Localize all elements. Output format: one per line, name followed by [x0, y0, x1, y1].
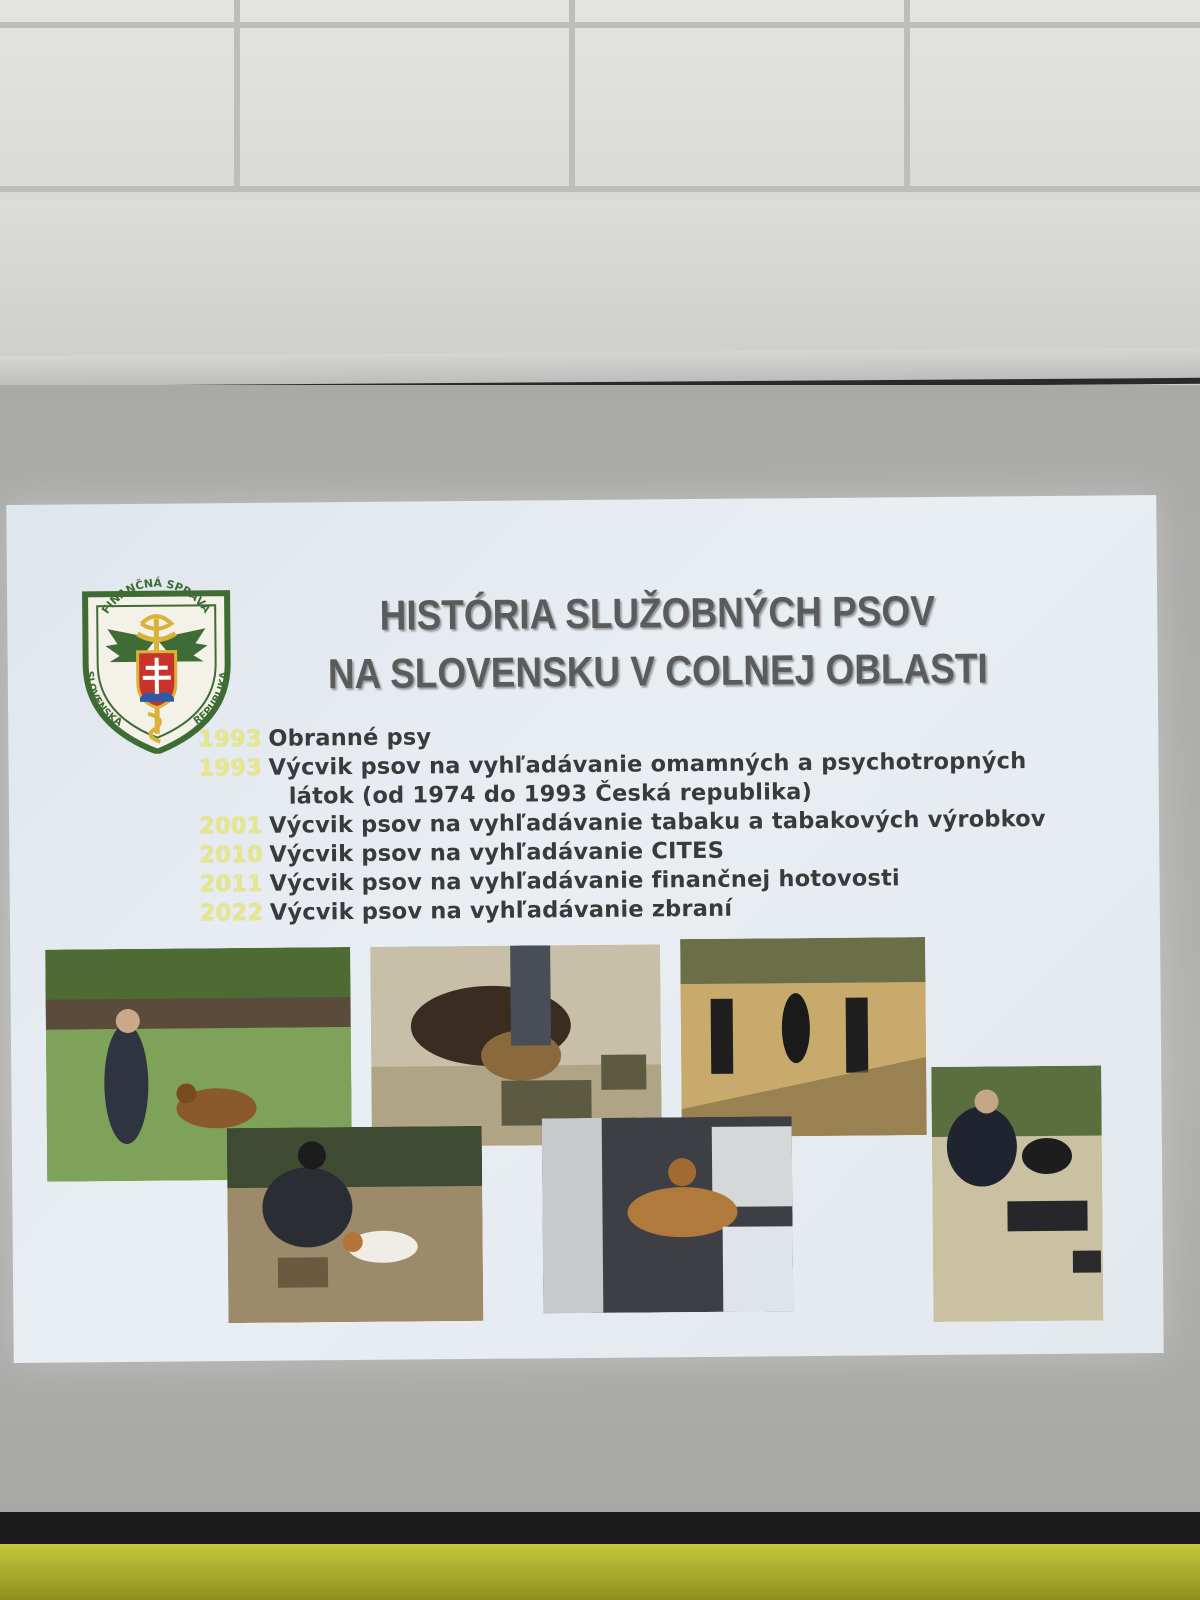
title-line-1: HISTÓRIA SLUŽOBNÝCH PSOV: [379, 586, 935, 639]
ceiling-rail: [0, 22, 1200, 28]
slide-title: [305, 581, 1010, 703]
emblem-top-text: FINANČNÁ SPRÁVA: [99, 576, 214, 617]
timeline-text: Obranné psy: [268, 724, 432, 752]
photo-handler-with-beagle: [227, 1126, 484, 1323]
timeline-text: Výcvik psov na vyhľadávanie omamných a psychotropných: [268, 748, 1027, 781]
photo-handler-with-dog-and-case: [931, 1066, 1103, 1322]
photo-dog-sniffing-box: [370, 944, 662, 1147]
ceiling-tile: [240, 0, 575, 190]
timeline-year: 2010: [199, 841, 263, 869]
floor: [0, 1544, 1200, 1600]
photo-dog-in-vehicle: [542, 1116, 794, 1313]
emblem-left-text: SLOVENSKÁ: [83, 670, 124, 729]
ceiling-tile: [910, 0, 1200, 190]
timeline-year: 1993: [198, 725, 262, 753]
wall: [0, 200, 1200, 355]
timeline-text: Výcvik psov na vyhľadávanie finančnej hotovosti: [269, 865, 901, 897]
projected-slide: [6, 495, 1163, 1363]
timeline-text: Výcvik psov na vyhľadávanie tabaku a tabakových výrobkov: [268, 805, 1046, 839]
photo-dog-attack-training-field: [680, 937, 927, 1137]
timeline-continuation: látok (od 1974 do 1993 Česká republika): [288, 779, 813, 810]
title-line-2: NA SLOVENSKU V COLNEJ OBLASTI: [327, 644, 988, 698]
screen-bottom-bar: [0, 1512, 1200, 1544]
ceiling-tile: [575, 0, 910, 190]
timeline-list: [198, 717, 1150, 928]
timeline-year: 2022: [199, 899, 264, 927]
timeline-year: 1993: [198, 754, 263, 782]
emblem-right-text: REPUBLIKA: [192, 671, 230, 728]
ceiling: [0, 0, 1200, 200]
timeline-year: 2001: [198, 812, 263, 840]
ceiling-tile: [0, 0, 240, 190]
timeline-text: Výcvik psov na vyhľadávanie zbraní: [269, 895, 733, 926]
timeline-text: Výcvik psov na vyhľadávanie CITES: [269, 837, 725, 868]
ceiling-rail: [0, 186, 1200, 192]
timeline-year: 2011: [199, 870, 264, 898]
